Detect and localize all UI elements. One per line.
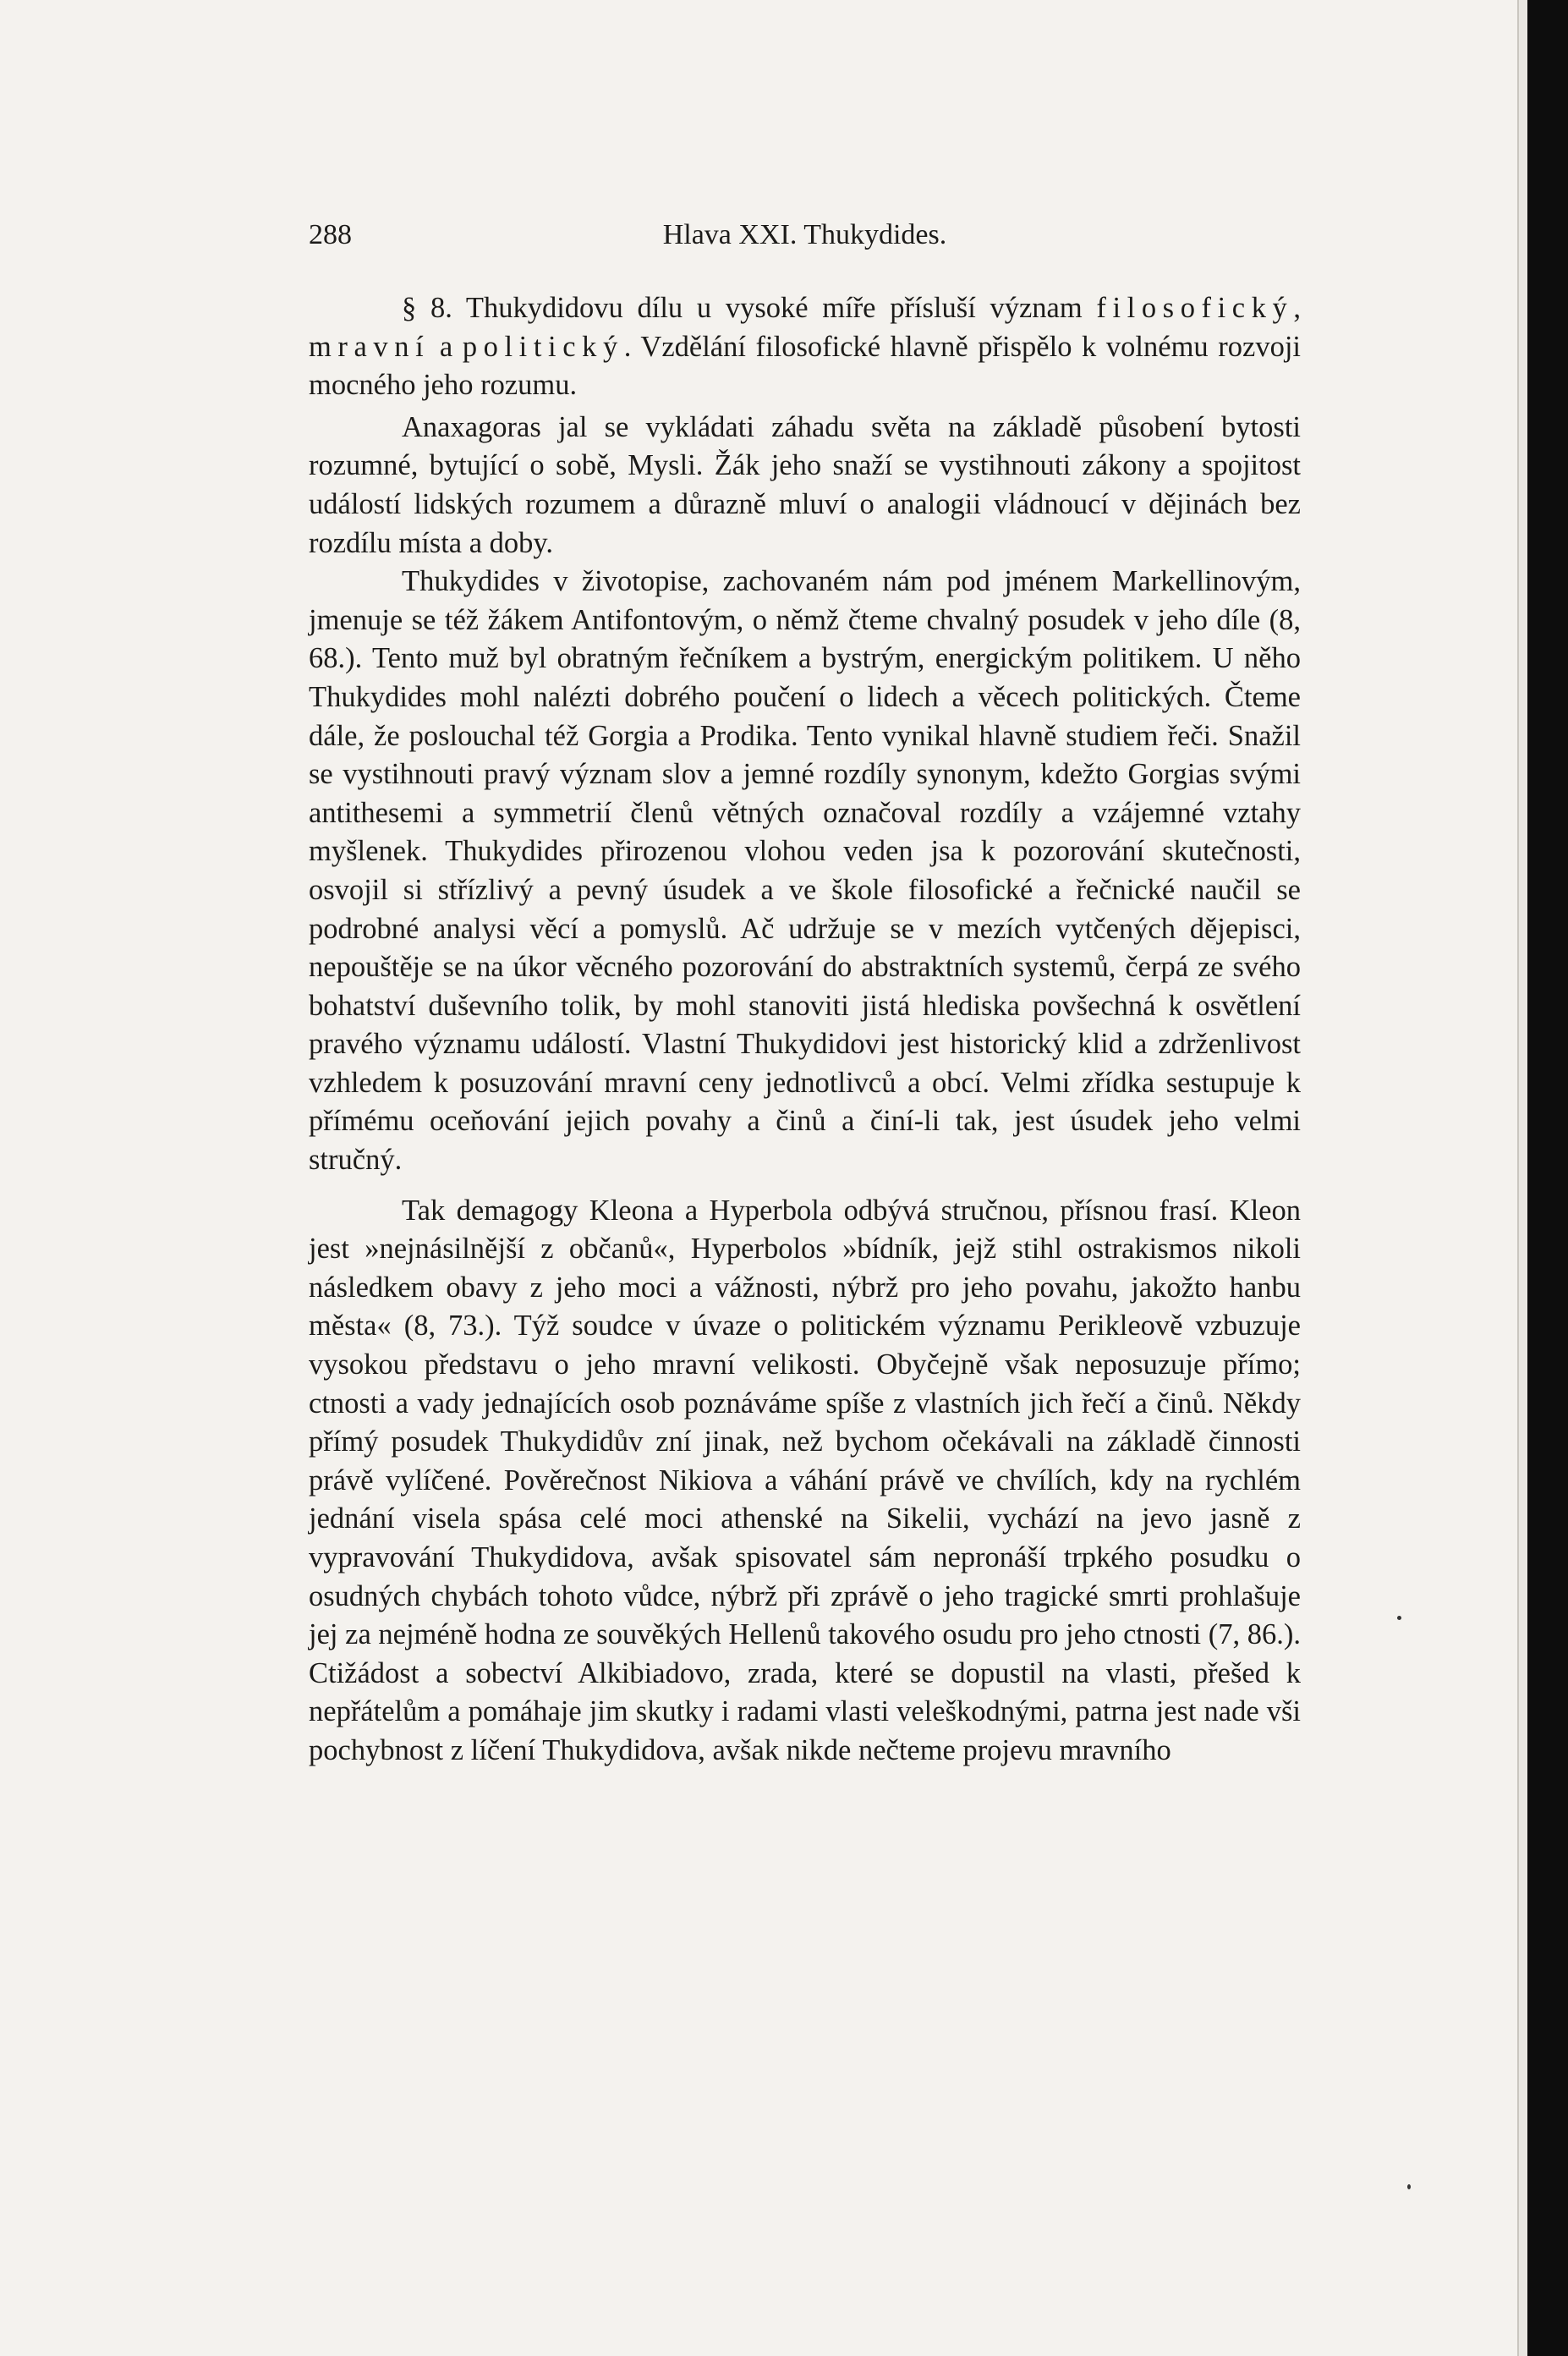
book-page	[309, 211, 1301, 1771]
scan-speck	[1397, 1616, 1401, 1620]
separator: ,	[1293, 292, 1301, 324]
separator: a	[430, 330, 463, 363]
paragraph-demagogy: Tak demagogy Kleona a Hyperbola odbývá stručnou, přísnou frasí. Kleon jest »nejnásilnější z občanů«, Hyperbolos »bídník, jejž stihl ostrakismos nikoli následkem obavy z jeho moci a vážnosti, nýbrž pro jeho povahu, jakožto hanbu města« (8, 73.). Týž soudce v úvaze o politickém významu Perikleově vzbuzuje vysokou představu o jeho mravní velikosti. Obyčejně však neposuzuje přímo; ctnosti a vady jednajících osob poznáváme spíše z vlastních jich řečí a činů. Někdy přímý posudek Thukydidův zní jinak, než bychom očekávali na základě činnosti právě vylíčené. Pověrečnost Nikiova a váhání právě ve chvílích, kdy na rychlém jednání visela spása celé moci athenské na Sikelii, vychází na jevo jasně z vypravování Thukydidova, avšak spisovatel sám nepronáší trpkého posudku o osudných chybách tohoto vůdce, nýbrž při zprávě o jeho tragické smrti prohlašuje jej za nejméně hodna ze souvěkých Hellenů takového osudu pro jeho ctnosti (7, 86.). Ctižádost a sobectví Alkibiadovo, zrada, které se dopustil na vlasti, přešed k nepřátelům a pomáhaje jim skutky i radami vlasti veleškodnými, patrna jest nade vši pochybnost z líčení Thukydidova, avšak nikde nečteme projevu mravního	[309, 1194, 1301, 1766]
section-sign: §	[402, 292, 417, 324]
paragraph-lead: 8. Thukydidovu dílu u vysoké míře přísluší význam	[416, 292, 1097, 324]
spaced-term-filosoficky: filosofický	[1096, 292, 1294, 324]
running-head	[309, 211, 1301, 259]
scan-page-edge	[1517, 0, 1527, 2356]
spaced-term-politicky: politický	[462, 330, 624, 363]
paragraph-thukydides-zivotopis: Thukydides v životopise, zachovaném nám pod jménem Markellinovým, jmenuje se též žákem Antifontovým, o němž čteme chvalný posudek v jeho díle (8, 68.). Tento muž byl obratným řečníkem a bystrým, energickým politikem. U něho Thukydides mohl nalézti dobrého poučení o lidech a věcech politických. Čteme dále, že poslouchal též Gorgia a Prodika. Tento vynikal hlavně studiem řeči. Snažil se vystihnouti pravý význam slov a jemné rozdíly synonym, kdežto Gorgias svými antithesemi a symmetrií členů větných označoval rozdíly a vzájemné vztahy myšlenek. Thukydides přirozenou vlohou veden jsa k pozorování skutečnosti, osvojil si střízlivý a pevný úsudek a ve škole filosofické a řečnické naučil se podrobné analysi věcí a pomyslů. Ač udržuje se v mezích vytčených dějepisci, nepouštěje se na úkor věcného pozorování do abstraktních systemů, čerpá ze svého bohatství duševního tolik, by mohl stanoviti jistá hlediska povšechná k osvětlení pravého významu událostí. Vlastní Thukydidovi jest historický klid a zdrženlivost vzhledem k posuzování mravní ceny jednotlivců a obcí. Velmi zřídka sestupuje k přímému oceňování jejich povahy a činů a činí-li tak, jest úsudek jeho velmi stručný.	[309, 565, 1301, 1177]
page-number: 288	[309, 219, 352, 250]
paragraph-section-8	[309, 289, 1301, 405]
scan-speck	[1407, 2184, 1411, 2189]
paragraph-anaxagoras: Anaxagoras jal se vykládati záhadu světa na základě působení bytosti rozumné, bytující o sobě, Mysli. Žák jeho snaží se vystihnouti zákony a spojitost událostí lidských rozumem a důrazně mluví o analogii vládnoucí v dějinách bez rozdílu místa a doby.	[309, 410, 1301, 559]
scan-dark-border	[1527, 0, 1568, 2356]
spaced-term-mravni: mravní	[309, 330, 430, 363]
paragraph-tail: . Vzdělání filosofické hlavně přispělo k volnému rozvoji mocného jeho rozumu.	[309, 330, 1301, 402]
chapter-title: Hlava XXI. Thukydides.	[662, 219, 947, 250]
